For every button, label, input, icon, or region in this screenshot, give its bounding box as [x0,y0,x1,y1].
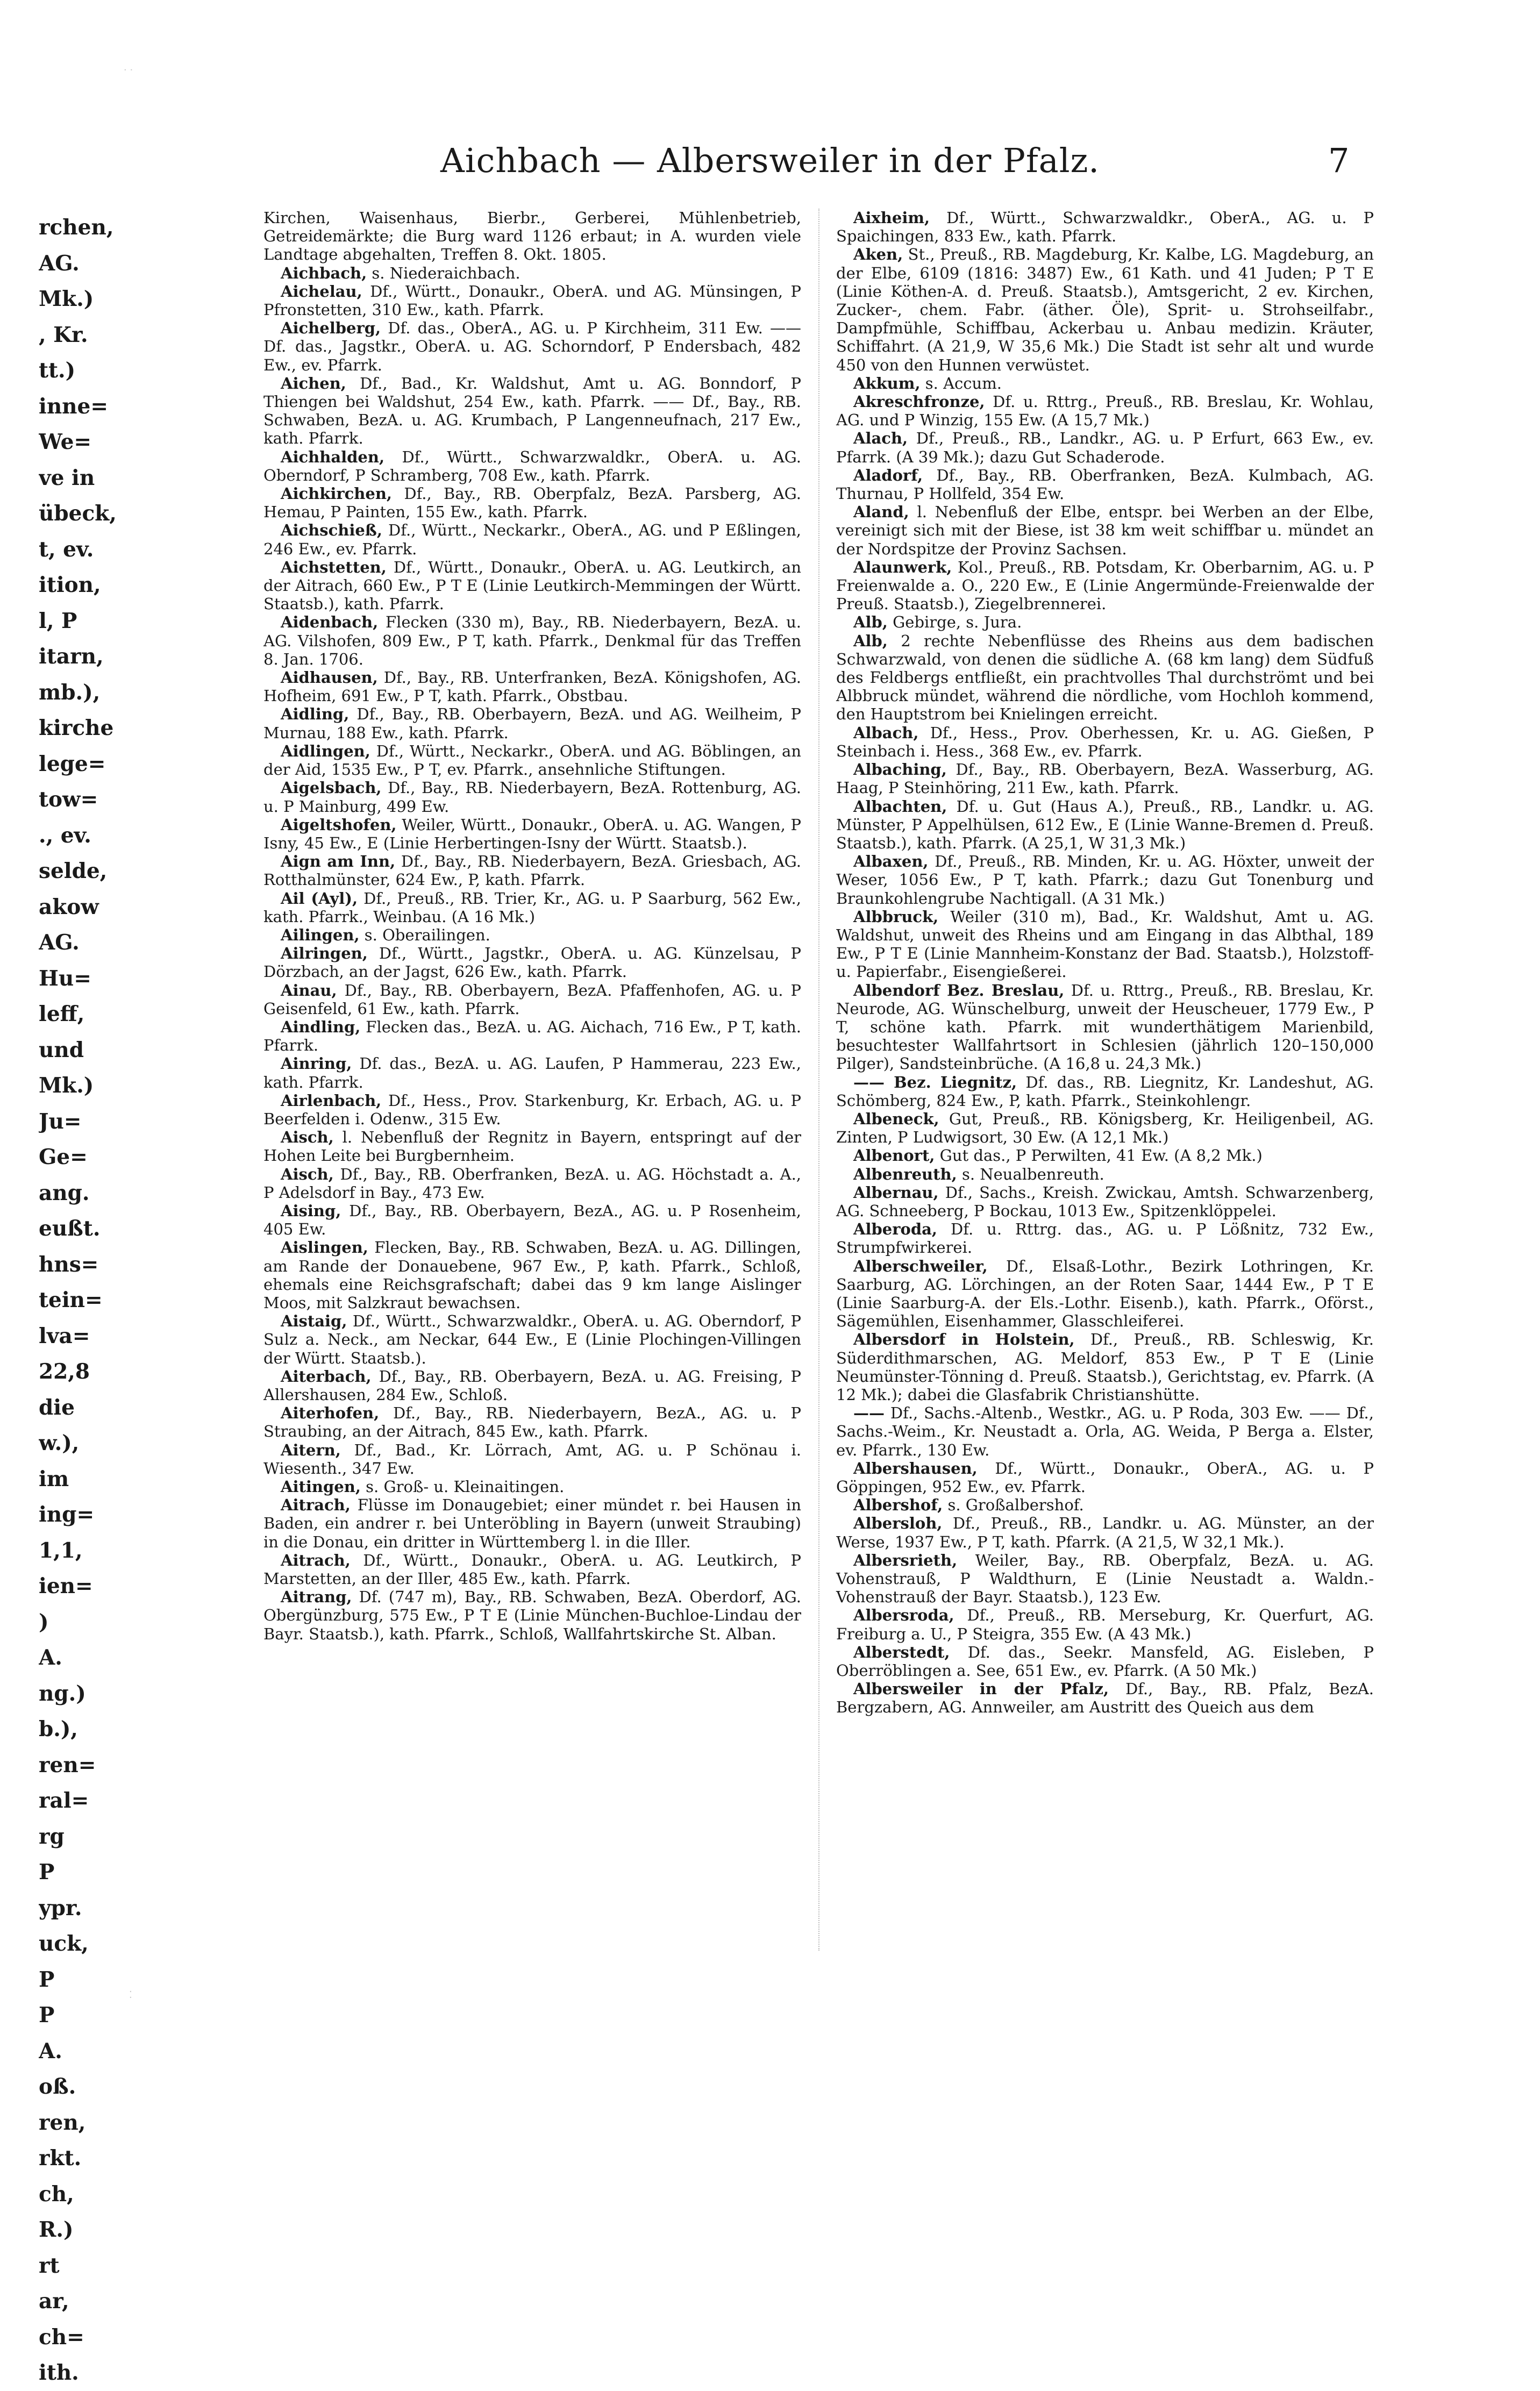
dictionary-entry [836,466,1374,503]
entry-headword: Alb, [853,631,888,650]
dictionary-entry [263,264,801,282]
gutter-fragment: R.) [39,2217,74,2242]
dictionary-entry [836,503,1374,558]
dictionary-entry [836,1404,1374,1459]
dictionary-entry [263,613,801,668]
entry-text: Df. u. Rttrg. das., AG. u. P Lößnitz, 732 Ew., Strumpfwirkerei. [836,1220,1374,1257]
dictionary-entry [836,1165,1374,1183]
entry-headword: Aisch, [281,1165,334,1183]
dictionary-entry [263,944,801,981]
gutter-fragment: die [39,1395,75,1420]
gutter-fragment: selde, [39,859,108,883]
dictionary-entry [836,908,1374,981]
entry-text: Df., Württ., Donaukr., OberA. und AG. Münsingen, P Pfronstetten, 310 Ew., kath. Pfarrk. [263,282,801,319]
entry-text: Gut das., P Perwilten, 41 Ew. (A 8,2 Mk.) [939,1146,1263,1165]
dictionary-entry [836,852,1374,908]
dictionary-entry [263,1018,801,1054]
entry-text: Flecken, Bay., RB. Schwaben, BezA. u. AG. Dillingen, am Rande der Donauebene, 967 Ew., P, kath. Pfarrk., Schloß, ehemals eine Reichsgrafschaft; dabei das 9 km lange Aislinger Moos, mit Salzkraut bewachsen. [263,1238,801,1312]
entry-headword: Albersloh, [853,1514,943,1533]
dictionary-entry [836,1330,1374,1404]
right-column [836,209,1374,1717]
entry-text: Df., Preuß., RB. Merseburg, Kr. Querfurt, AG. Freiburg a. U., P Steigra, 355 Ew. (A 43 Mk.) [836,1606,1374,1643]
dictionary-entry [836,1146,1374,1165]
paper-speck: ⁚ [129,1989,132,2001]
entry-text: Df. das., RB. Liegnitz, Kr. Landeshut, AG. Schömberg, 824 Ew., P, kath. Pfarrk., Steinkohlengr. [836,1073,1374,1110]
entry-text: Kol., Preuß., RB. Potsdam, Kr. Oberbarnim, AG. u. P Freienwalde a. O., 220 Ew., E (Linie Angermünde-Freienwalde der Preuß. Staatsb.), Ziegelbrennerei. [836,558,1374,613]
entry-text: Df. das., Seekr. Mansfeld, AG. Eisleben, P Oberröblingen a. See, 651 Ew., ev. Pfarrk. (A 50 Mk.) [836,1643,1374,1680]
dictionary-entry [836,558,1374,613]
entry-text: Df., Hess., Prov. Oberhessen, Kr. u. AG. Gießen, P Steinbach i. Hess., 368 Ew., ev. Pfarrk. [836,723,1374,760]
gutter-fragment: Ge= [39,1145,88,1169]
gutter-fragment: ren, [39,2110,86,2135]
entry-headword: Aichbach, [281,263,367,282]
gutter-fragment: ral= [39,1788,89,1813]
dictionary-entry [263,209,801,264]
dictionary-entry [836,724,1374,760]
gutter-fragment: ing= [39,1502,95,1527]
entry-headword: Akkum, [853,374,921,392]
entry-text: Df. u. Rttrg., Preuß., RB. Breslau, Kr. Wohlau, AG. und P Winzig, 155 Ew. (A 15,7 Mk.) [836,392,1374,430]
entry-text: l. Nebenfluß der Regnitz in Bayern, entspringt auf der Hohen Leite bei Burgbernheim. [263,1128,802,1165]
gutter-fragment: uck, [39,1931,89,1956]
entry-headword: Aitingen, [281,1478,361,1496]
dictionary-entry [263,981,801,1018]
entry-headword: Alberoda, [853,1220,938,1239]
dictionary-entry [263,448,801,484]
gutter-fragment: leff, [39,1002,85,1026]
dictionary-entry [263,1054,801,1091]
entry-text: Df., Bay., RB. Niederbayern, BezA. Griesbach, AG. Rotthalmünster, 624 Ew., P, kath. Pfarrk. [263,852,801,889]
entry-text: Flüsse im Donaugebiet; einer mündet r. bei Hausen in Baden, ein andrer r. bei Unteröbling in Bayern (unweit Straubing) in die Donau, ein dritter in Württemberg l. in die Iller. [263,1496,801,1551]
entry-headword: Aigeltshofen, [281,815,397,834]
dictionary-entry [836,1220,1374,1257]
entry-text: Df., Bay., RB. Oberfranken, BezA. Kulmbach, AG. Thurnau, P Hollfeld, 354 Ew. [836,466,1374,503]
dictionary-entry [263,558,801,613]
dictionary-entry [836,632,1374,724]
entry-headword: Airlenbach, [281,1091,382,1110]
entry-headword: Ail (Ayl), [281,889,358,908]
entry-text: s. Groß- u. Kleinaitingen. [366,1478,565,1496]
entry-text: Kirchen, Waisenhaus, Bierbr., Gerberei, Mühlenbetrieb, Getreidemärkte; die Burg ward 1126 erbaut; in A. wurden viele Landtage abgehalten, Treffen 8. Okt. 1805. [263,209,801,264]
entry-text: l. Nebenfluß der Elbe, entspr. bei Werben an der Elbe, vereinigt sich mit der Biese, ist 38 km weit schiffbar u. mündet an der Nordspitze der Provinz Sachsen. [836,503,1374,558]
entry-headword: Albachten, [853,797,947,816]
entry-headword: —— [853,1404,885,1423]
entry-text: s. Großalbershof. [947,1496,1084,1515]
entry-headword: Aland, [853,503,909,522]
entry-headword: Aidenbach, [281,613,379,632]
left-column [263,209,801,1643]
dictionary-entry [836,1183,1374,1220]
gutter-fragments [39,210,119,2391]
page-title: Aichbach — Albersweiler in der Pfalz. [440,141,1100,180]
dictionary-entry [263,852,801,889]
entry-headword: Aitern, [281,1440,341,1459]
dictionary-entry [263,1165,801,1202]
entry-headword: Aitrach, [281,1551,351,1569]
entry-headword: Aichkirchen, [281,484,393,503]
gutter-fragment: ng.) [39,1681,86,1706]
gutter-fragment: ch, [39,2181,74,2207]
gutter-fragment: , Kr. [39,322,88,347]
entry-text: Df., Württ., Schwarzwaldkr., OberA. u. AG. Oberndorf, P Schramberg, 708 Ew., kath. Pfarrk. [263,447,801,484]
entry-headword: Aidling, [281,705,350,724]
entry-text: Df., Bay., RB. Oberfranken, BezA. u. AG. Höchstadt a. A., P Adelsdorf in Bay., 473 Ew. [263,1165,802,1202]
dictionary-entry [263,926,801,944]
dictionary-entry [263,779,801,815]
dictionary-entry [263,1202,801,1238]
gutter-fragment: ) [39,1609,49,1635]
gutter-fragment: itarn, [39,644,104,669]
dictionary-entry [263,1551,801,1588]
dictionary-entry [263,742,801,779]
entry-text: Flecken das., BezA. u. AG. Aichach, 716 Ew., P T, kath. Pfarrk. [263,1017,802,1055]
entry-text: Df., Preuß., RB., Landkr. u. AG. Münster, an der Werse, 1937 Ew., P T, kath. Pfarrk. (A 21,5, W 32,1 Mk.). [836,1514,1374,1551]
gutter-fragment: kirche [39,716,114,740]
entry-headword: Aindling, [281,1017,361,1036]
entry-headword: Albendorf Bez. Breslau, [853,981,1065,1000]
gutter-fragment: ith. [39,2360,79,2385]
gutter-fragment: tow= [39,787,98,812]
column-divider [818,209,820,1951]
gutter-fragment: P [39,1967,55,1992]
dictionary-entry [263,282,801,319]
entry-headword: Albersroda, [853,1606,954,1625]
entry-headword: Albersdorf in Holstein, [853,1330,1075,1349]
entry-headword: —— Bez. Liegnitz, [853,1073,1017,1091]
entry-headword: Albenreuth, [853,1165,957,1183]
dictionary-entry [263,1091,801,1128]
entry-headword: Alberschweiler, [853,1257,988,1275]
entry-text: Df., Preuß., RB. Minden, Kr. u. AG. Höxter, unweit der Weser, 1056 Ew., P T, kath. Pfarrk.; dazu Gut Tonenburg und Braunkohlengrube Nachtigall. (A 31 Mk.) [836,852,1374,908]
entry-text: Df., Bad., Kr. Lörrach, Amt, AG. u. P Schönau i. Wiesenth., 347 Ew. [263,1440,802,1478]
entry-text: Weiler (310 m), Bad., Kr. Waldshut, Amt u. AG. Waldshut, unweit des Rheins und am Eingang in das Albthal, 189 Ew., P T E (Linie Mannheim-Konstanz der Bad. Staatsb.), Holzstoff- u. Papierfabr., Eisengießerei. [836,907,1374,981]
entry-text: Df. u. Gut (Haus A.), Preuß., RB., Landkr. u. AG. Münster, P Appelhülsen, 612 Ew., E (Linie Wanne-Bremen d. Preuß. Staatsb.), kath. Pfarrk. (A 25,1, W 31,3 Mk.) [836,797,1374,852]
entry-text: Gebirge, s. Jura. [893,613,1022,632]
dictionary-entry [836,209,1374,245]
entry-headword: Ainau, [281,981,337,1000]
gutter-fragment: A. [39,2038,62,2064]
entry-text: s. Oberailingen. [364,925,490,944]
gutter-fragment: ition, [39,573,101,597]
gutter-fragment: rt [39,2253,60,2278]
gutter-fragment: ang. [39,1180,90,1205]
dictionary-entry [836,1606,1374,1643]
gutter-fragment: b.), [39,1717,78,1741]
entry-headword: Albershof, [853,1496,943,1515]
entry-text: Df., Württ., Donaukr., OberA. u. AG. Leutkirch, an der Aitrach, 660 Ew., P T E (Linie Leutkirch-Memmingen der Württ. Staatsb.), kath. Pfarrk. [263,558,802,613]
entry-text: Df., Bay., RB. Pfalz, BezA. Bergzabern, AG. Annweiler, am Austritt des Queich aus dem [836,1680,1374,1717]
entry-headword: Albershausen, [853,1459,978,1478]
dictionary-entry [836,1514,1374,1551]
dictionary-entry [836,245,1374,374]
entry-headword: Albach, [853,723,919,742]
entry-text: Df., Bay., RB. Oberbayern, BezA. Pfaffenhofen, AG. u. P Geisenfeld, 61 Ew., kath. Pfarrk. [263,981,802,1018]
dictionary-entry [836,1551,1374,1607]
gutter-fragment: AG. [39,251,80,276]
gutter-fragment: P [39,2003,55,2028]
page-number: 7 [1328,141,1350,180]
entry-headword: Albernau, [853,1183,939,1202]
entry-headword: Albaxen, [853,852,929,871]
dictionary-entry [263,816,801,852]
entry-headword: Aitrach, [281,1496,351,1515]
entry-text: Df. das., BezA. u. AG. Laufen, P Hammerau, 223 Ew., kath. Pfarrk. [263,1054,801,1091]
entry-text: 2 rechte Nebenflüsse des Rheins aus dem badischen Schwarzwald, von denen die südliche A. (68 km lang) dem Südfuß des Feldbergs entfließt, ein prachtvolles Thal durchströmt und bei Albbruck mündet, während die nördliche, vom Hochloh kommend, den Hauptstrom bei Knielingen erreicht. [836,631,1374,724]
dictionary-entry [263,1312,801,1367]
entry-text: Df., Württ., Neckarkr., OberA., AG. und P Eßlingen, 246 Ew., ev. Pfarrk. [263,521,801,558]
entry-headword: Aiterbach, [281,1367,372,1386]
dictionary-entry [836,613,1374,631]
entry-headword: Ailringen, [281,944,368,963]
entry-text: Df. u. Rttrg., Preuß., RB. Breslau, Kr. Neurode, AG. Wünschelburg, unweit der Heuscheuer, 1779 Ew., P T, schöne kath. Pfarrk. mit wunderthätigem Marienbild, besuchtester Wallfahrtsort in Schlesien (jährlich 120–150,000 Pilger), Sandsteinbrüche. (A 16,8 u. 24,3 Mk.) [836,981,1374,1073]
gutter-fragment: hns= [39,1252,99,1277]
gutter-fragment: ., ev. [39,823,91,848]
gutter-fragment: P [39,1860,55,1885]
dictionary-entry [836,429,1374,466]
gutter-fragment: rkt. [39,2146,82,2171]
gutter-fragment: ien= [39,1574,93,1598]
gutter-fragment: ch= [39,2324,84,2350]
dictionary-entry [263,1496,801,1551]
entry-text: Df., Württ., Neckarkr., OberA. und AG. Böblingen, an der Aid, 1535 Ew., P T, ev. Pfarrk., ansehnliche Stiftungen. [263,741,801,779]
dictionary-entry [263,889,801,926]
entry-text: Df., Württ., Schwarzwaldkr., OberA., AG. u. P Spaichingen, 833 Ew., kath. Pfarrk. [836,209,1374,246]
gutter-fragment: tt.) [39,358,76,383]
gutter-fragment: im [39,1466,69,1491]
dictionary-entry [836,374,1374,392]
entry-text: Df., Bay., RB. Niederbayern, BezA. Rottenburg, AG. u. P Mainburg, 499 Ew. [263,779,801,816]
entry-headword: Alach, [853,429,908,448]
entry-headword: Aladorf, [853,466,923,484]
entry-text: Df., Bay., RB. Oberbayern, BezA. u. AG. Freising, P Allershausen, 284 Ew., Schloß. [263,1367,801,1404]
dictionary-entry [836,760,1374,797]
entry-text: Df., Preuß., RB. Schleswig, Kr. Süderdithmarschen, AG. Meldorf, 853 Ew., P T E (Linie Neumünster-Tönning d. Preuß. Staatsb.), Gerichtstag, ev. Pfarrk. (A 12 Mk.); dabei die Glasfabrik Christianshütte. [836,1330,1374,1404]
dictionary-entry [263,668,801,705]
dictionary-entry [263,1128,801,1165]
entry-headword: Aken, [853,245,903,264]
entry-headword: Albersweiler in der Pfalz, [853,1680,1109,1698]
dictionary-entry [836,1110,1374,1146]
dictionary-entry [836,1073,1374,1110]
entry-headword: Alb, [853,613,888,632]
dictionary-entry [263,1404,801,1440]
entry-headword: Aigelsbach, [281,779,382,797]
gutter-fragment: Hu= [39,966,91,991]
entry-text: Df., Bay., RB. Oberpfalz, BezA. Parsberg, AG. Hemau, P Painten, 155 Ew., kath. Pfarrk. [263,484,802,522]
entry-text: Df., Sachs.-Altenb., Westkr., AG. u. P Roda, 303 Ew. —— Df., Sachs.-Weim., Kr. Neustadt a. Orla, AG. Weida, P Berga a. Elster, ev. Pfarrk., 130 Ew. [836,1404,1374,1459]
entry-text: Df., Württ., Donaukr., OberA. u. AG. Leutkirch, P Marstetten, an der Iller, 485 Ew., kath. Pfarrk. [263,1551,801,1588]
entry-text: Df., Bay., RB. Oberbayern, BezA. Wasserburg, AG. Haag, P Steinhöring, 211 Ew., kath. Pfarrk. [836,760,1374,797]
gutter-fragment: t, ev. [39,537,94,562]
entry-headword: Ainring, [281,1054,352,1073]
entry-headword: Aichelberg, [281,319,381,338]
gutter-fragment: 22,8 [39,1359,90,1384]
entry-text: Df., Bay., RB. Oberbayern, BezA., AG. u. P Rosenheim, 405 Ew. [263,1201,801,1239]
entry-text: s. Neualbenreuth. [961,1165,1104,1183]
gutter-fragment: akow [39,894,99,919]
entry-text: Df. das., OberA., AG. u. P Kirchheim, 311 Ew. —— Df. das., Jagstkr., OberA. u. AG. Schorndorf, P Endersbach, 482 Ew., ev. Pfarrk. [263,319,802,374]
entry-text: Df. (747 m), Bay., RB. Schwaben, BezA. Oberdorf, AG. Obergünzburg, 575 Ew., P T E (Linie München-Buchloe-Lindau der Bayr. Staatsb.), kath. Pfarrk., Schloß, Wallfahrtskirche St. Alban. [263,1588,801,1643]
entry-text: Df., Bad., Kr. Waldshut, Amt u. AG. Bonndorf, P Thiengen bei Waldshut, 254 Ew., kath. Pfarrk. —— Df., Bay., RB. Schwaben, BezA. u. AG. Krumbach, P Langenneufnach, 217 Ew., kath. Pfarrk. [263,374,802,448]
entry-text: Df., Bay., RB. Niederbayern, BezA., AG. u. P Straubing, an der Aitrach, 845 Ew., kath. Pfarrk. [263,1404,801,1441]
dictionary-entry [263,521,801,558]
entry-headword: Aichschieß, [281,521,382,540]
gutter-fragment: ypr. [39,1895,82,1921]
entry-headword: Aidlingen, [281,741,370,760]
gutter-fragment: tein= [39,1288,103,1312]
dictionary-entry [263,319,801,374]
gutter-fragment: l, P [39,608,77,633]
entry-headword: Albbruck, [853,907,939,926]
entry-text: Weiler, Bay., RB. Oberpfalz, BezA. u. AG. Vohenstrauß, P Waldthurn, E (Linie Neustadt a. Waldn.-Vohenstrauß der Bayr. Staatsb.), 123 Ew. [836,1551,1374,1607]
dictionary-entry [263,1478,801,1496]
dictionary-entry [263,1238,801,1312]
dictionary-entry [263,1441,801,1478]
dictionary-entry [836,797,1374,853]
entry-headword: Aichhalden, [281,447,385,466]
gutter-fragment: lva= [39,1323,90,1348]
entry-text: Df., Württ., Jagstkr., OberA. u. AG. Künzelsau, P Dörzbach, an der Jagst, 626 Ew., kath. Pfarrk. [263,944,802,981]
entry-headword: Ailingen, [281,925,360,944]
entry-headword: Albaching, [853,760,947,779]
entry-text: Df., Württ., Schwarzwaldkr., OberA. u. AG. Oberndorf, P Sulz a. Neck., am Neckar, 644 Ew., E (Linie Plochingen-Villingen der Württ. Staatsb.). [263,1312,801,1367]
gutter-fragment: A. [39,1645,62,1670]
dictionary-entry [263,1588,801,1643]
entry-headword: Aign am Inn, [281,852,396,871]
gutter-fragment: Mk.) [39,287,94,311]
gutter-fragment: eußt. [39,1216,101,1241]
entry-headword: Albeneck, [853,1109,939,1128]
dictionary-entry [836,981,1374,1073]
dictionary-entry [263,484,801,521]
gutter-fragment: rg [39,1824,65,1849]
entry-headword: Aitrang, [281,1588,352,1607]
gutter-fragment: w.), [39,1431,80,1455]
dictionary-entry [263,705,801,741]
entry-headword: Aichen, [281,374,346,392]
gutter-fragment: mb.), [39,680,101,705]
entry-headword: Alberstedt, [853,1643,950,1661]
gutter-fragment: Ju= [39,1109,82,1134]
dictionary-entry [836,1680,1374,1716]
entry-text: Df., Hess., Prov. Starkenburg, Kr. Erbach, AG. u. P Beerfelden i. Odenw., 315 Ew. [263,1091,801,1128]
entry-text: Weiler, Württ., Donaukr., OberA. u. AG. Wangen, P Isny, 45 Ew., E (Linie Herbertingen-Isny der Württ. Staatsb.). [263,815,801,852]
entry-text: s. Niederaichbach. [372,263,521,282]
gutter-fragment: lege= [39,751,106,776]
gutter-fragment: rchen, [39,215,114,240]
gutter-fragment: ren= [39,1752,96,1778]
entry-headword: Albersrieth, [853,1551,958,1569]
entry-headword: Aistaig, [281,1312,347,1331]
entry-headword: Albenort, [853,1146,935,1165]
dictionary-entry [836,1459,1374,1496]
entry-headword: Akreschfronze, [853,392,985,411]
dictionary-entry [836,1496,1374,1514]
entry-text: s. Accum. [925,374,1002,392]
gutter-fragment: und [39,1037,84,1062]
entry-text: Df., Preuß., RB., Landkr., AG. u. P Erfurt, 663 Ew., ev. Pfarrk. (A 39 Mk.); dazu Gut Schaderode. [836,429,1374,466]
entry-text: Df., Bay., RB. Unterfranken, BezA. Königshofen, AG. Hofheim, 691 Ew., P T, kath. Pfarrk., Obstbau. [263,668,802,705]
gutter-fragment: ar, [39,2289,69,2314]
gutter-fragment: AG. [39,930,80,955]
entry-text: Df., Elsaß-Lothr., Bezirk Lothringen, Kr. Saarburg, AG. Lörchingen, an der Roten Saar, 1444 Ew., P T E (Linie Saarburg-A. der Els.-Lothr. Eisenb.), kath. Pfarrk., Oförst., Sägemühlen, Eisenhammer, Glasschleiferei. [836,1257,1374,1331]
dictionary-entry [263,374,801,448]
entry-headword: Aisch, [281,1128,334,1147]
entry-headword: Aidhausen, [281,668,378,687]
entry-text: Df., Preuß., RB. Trier, Kr., AG. u. P Saarburg, 562 Ew., kath. Pfarrk., Weinbau. (A 16 Mk.) [263,889,801,926]
gutter-fragment: oß. [39,2074,76,2099]
entry-headword: Alaunwerk, [853,558,952,576]
gutter-fragment: übeck, [39,501,117,526]
entry-headword: Aislingen, [281,1238,368,1257]
entry-headword: Aixheim, [853,209,930,227]
gutter-fragment: inne= [39,394,109,419]
gutter-fragment: Mk.) [39,1073,94,1098]
entry-text: Df., Württ., Donaukr., OberA., AG. u. P Göppingen, 952 Ew., ev. Pfarrk. [836,1459,1374,1496]
gutter-fragment: ve in [39,465,95,490]
dictionary-entry [836,1257,1374,1331]
entry-text: Df., Sachs., Kreish. Zwickau, Amtsh. Schwarzenberg, AG. Schneeberg, P Bockau, 1013 Ew., Spitzenklöppelei. [836,1183,1374,1220]
gutter-fragment: We= [39,430,92,454]
dictionary-entry [836,1643,1374,1680]
entry-text: St., Preuß., RB. Magdeburg, Kr. Kalbe, LG. Magdeburg, an der Elbe, 6109 (1816: 3487) Ew., 61 Kath. und 41 Juden; P T E (Linie Köthen-A. d. Preuß. Staatsb.), Amtsgericht, 2 ev. Kirchen, Zucker-, chem. Fabr. (äther. Öle), Sprit- u. Strohseilfabr., Dampfmühle, Schiffbau, Ackerbau u. Anbau medizin. Kräuter, Schiffahrt. (A 21,9, W 35,6 Mk.) Die Stadt ist sehr alt und wurde 450 von den Hunnen verwüstet. [836,245,1374,374]
dictionary-entry [263,1367,801,1404]
entry-text: Flecken (330 m), Bay., RB. Niederbayern, BezA. u. AG. Vilshofen, 809 Ew., P T, kath. Pfarrk., Denkmal für das Treffen 8. Jan. 1706. [263,613,801,668]
entry-headword: Aising, [281,1201,341,1220]
entry-headword: Aichstetten, [281,558,387,576]
gutter-fragment: 1,1, [39,1538,83,1563]
entry-text: Df., Bay., RB. Oberbayern, BezA. und AG. Weilheim, P Murnau, 188 Ew., kath. Pfarrk. [263,705,801,742]
dictionary-entry [836,392,1374,429]
entry-headword: Aiterhofen, [281,1404,380,1423]
entry-text: Gut, Preuß., RB. Königsberg, Kr. Heiligenbeil, AG. Zinten, P Ludwigsort, 30 Ew. (A 12,1 Mk.) [836,1109,1374,1147]
entry-headword: Aichelau, [281,282,362,301]
paper-speck: · · [124,65,133,76]
